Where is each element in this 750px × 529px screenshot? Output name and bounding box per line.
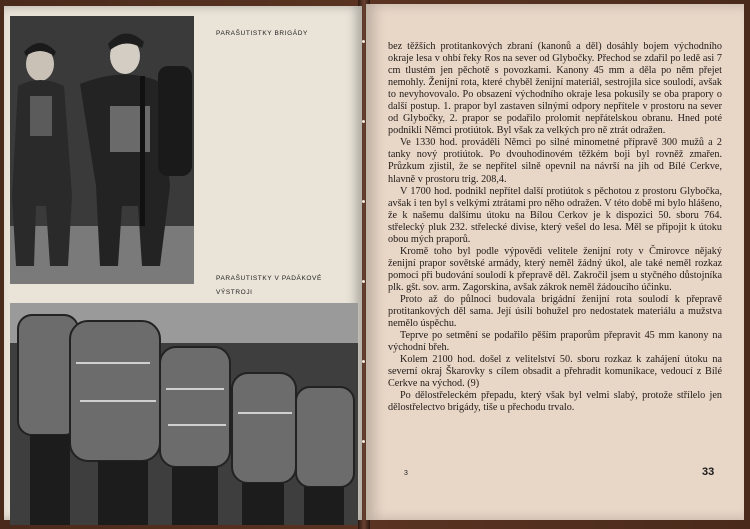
binding-stitch [362, 360, 365, 363]
paragraph: Kolem 2100 hod. došel z velitelství 50. sboru rozkaz k zahájení útoku na severní okraj Škarovky s cílem obsadit a přehradit komunikace, vedoucí z Bílé Cerkve na východ. (9) [388, 354, 722, 390]
binding-stitch [362, 280, 365, 283]
caption-top: PARAŠUTISTKY BRIGÁDY [216, 30, 308, 37]
main-text [388, 41, 722, 414]
paragraph: Po dělostřeleckém přepadu, který však byl velmi slabý, protože střílelo jen dělostřelectvo brigády, tiše u přechodu trvalo. [388, 390, 722, 414]
left-page [4, 6, 362, 520]
photo-paratroopers-parachutes [10, 303, 358, 525]
binding-stitch [362, 440, 365, 443]
paragraph: bez těžších protitankových zbraní (kanonů a děl) dosáhly bojem východního okraje lesa v ohbí řeky Ros na sever od Glybočky. Přechod se zdařil po ledě asi 7 cm tlustém jen pěchotě s povozkami. Kanony 45 mm a děla po něm přejet nemohly. Ženijní rota, které chyběl ženijní materiál, sestrojila sice soulodí, avšak to nevyhovovalo. Po obsazení východního okraje lesa pokusily se oba prapory o další postup. 1. prapor byl zastaven silnými odpory nepřítele v prostoru na sever od Glybočky, 2. prapor se podařilo prolomit nepřátelskou obranu. Hned poté podnikli Němci protiútok. Byl však za velkých pro ně ztrát odražen. [388, 41, 722, 137]
page-number: 33 [702, 466, 715, 478]
binding-stitch [362, 40, 365, 43]
binding-stitch [362, 200, 365, 203]
paragraph: Teprve po setmění se podařilo pěším praporům přepravit 45 mm kanony na východní břeh. [388, 330, 722, 354]
paragraph: Ve 1330 hod. prováděli Němci po silné minometné přípravě 300 mužů a 2 tanky nový protiútok. Po dvouhodinovém těžkém boji byl rovněž zmařen. Průzkum zjistil, že se nepřítel silně opevnil na návrší na jih od Bílé Cerkve, hlavně v prostoru trig. 208,4. [388, 137, 722, 185]
binding-stitch [362, 120, 365, 123]
photo-paratroopers-portrait [10, 16, 194, 284]
paragraph: V 1700 hod. podnikl nepřítel další protiútok s pěchotou z prostoru Glybočka, avšak i ten byl s velkými ztrátami pro něho odražen. V této době mi bylo hlášeno, že k našemu dalšímu útoku na Bílou Cerkov je k dispozici 50. sboru 764. střelecký pluk 232. střelecké divise, který vešel do lesa. Měl se připojit k útoku obou mých praporů. [388, 185, 722, 245]
caption-bottom: PARAŠUTISTKY V PADÁKOVÉ VÝSTROJI [216, 275, 322, 296]
signature-mark: 3 [404, 470, 408, 477]
paragraph: Proto až do půlnoci budovala brigádní ženijní rota soulodí k přepravě protitankových děl sama. Její úsilí bohužel pro nedostatek materiálu a mužstva nemělo úspěchu. [388, 293, 722, 330]
paragraph: Kromě toho byl podle výpovědi velitele ženijní roty v Čmirovce nějaký ženijní prapor sovětské armády, který neměl žádný úkol, ale také neměl rozkaz pomoci při budování soulodí k přepravě děl. Zakročil jsem u styčného důstojníka plk. gšt. sov. arm. Zagorskina, avšak zákrok neměl žádoucího účinku. [388, 245, 722, 293]
